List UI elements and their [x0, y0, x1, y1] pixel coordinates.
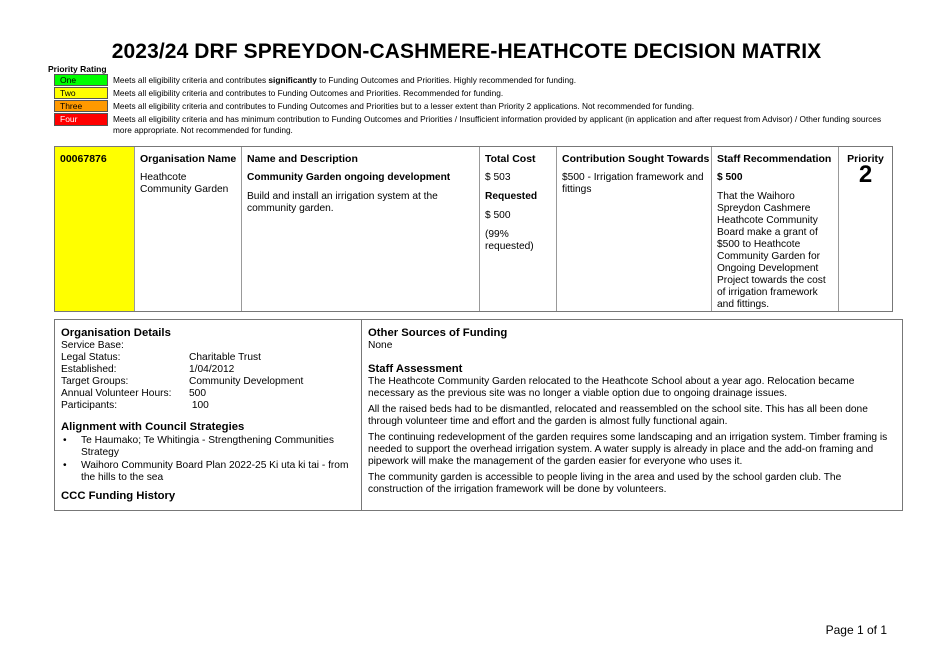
priority-swatch-one: One — [54, 74, 108, 86]
priority-description-two: Meets all eligibility criteria and contributes to Funding Outcomes and Priorities. Recommended for funding. — [113, 88, 504, 98]
name-description-header: Name and Description — [247, 153, 358, 165]
priority-swatch-four: Four — [54, 113, 108, 126]
organisation-name-header: Organisation Name — [140, 153, 237, 165]
staff-assessment-paragraph: The Heathcote Community Garden relocated to the Heathcote School about a year ago. Relocation became necessary as the previous site was no longer a viable option due to ongoing drainage issues. — [368, 376, 855, 399]
priority-legend-row-three — [54, 100, 884, 113]
staff-recommendation-text: That the Waihoro Spreydon Cashmere Heathcote Community Board make a grant of $500 to Heathcote Community Garden for Ongoing Development Project towards the cost of irrigation framework and fittings. — [717, 191, 826, 310]
total-cost-value: $ 503 — [485, 172, 511, 183]
field-value: 500 — [189, 388, 206, 399]
priority-value: 2 — [858, 161, 873, 188]
other-sources-title: Other Sources of Funding — [368, 327, 508, 339]
project-description: Build and install an irrigation system at the community garden. — [247, 191, 438, 214]
field-label: Participants: — [61, 400, 118, 411]
staff-recommendation-cell — [712, 147, 839, 311]
priority-cell — [839, 147, 892, 311]
requested-label: Requested — [485, 191, 538, 202]
other-sources-value: None — [368, 340, 393, 351]
organisation-name: Heathcote Community Garden — [140, 172, 229, 195]
staff-recommendation-amount: $ 500 — [717, 172, 743, 183]
priority-rating-heading: Priority Rating — [48, 64, 107, 74]
name-description-cell — [242, 147, 480, 311]
field-label: Legal Status: — [61, 352, 121, 363]
staff-assessment-paragraph: The community garden is accessible to people living in the area and used by the school garden club. The construction of the irrigation framework will be done by volunteers. — [368, 472, 842, 495]
priority-description-three: Meets all eligibility criteria and contributes to Funding Outcomes and Priorities but to a lesser extent than Priority 2 applications. Not recommended for funding. — [113, 101, 695, 111]
field-label: Target Groups: — [61, 376, 129, 387]
priority-legend-row-four — [54, 113, 884, 137]
established-row — [61, 364, 355, 376]
contribution-header: Contribution Sought Towards — [562, 153, 710, 165]
priority-legend-row-one — [54, 74, 884, 87]
application-id: 00067876 — [60, 153, 107, 165]
total-cost-header: Total Cost — [485, 153, 536, 165]
participants-row — [61, 400, 355, 412]
application-id-cell — [55, 147, 135, 311]
priority-legend-row-two — [54, 87, 884, 100]
project-name: Community Garden ongoing development — [247, 172, 451, 183]
funding-assessment-panel — [362, 320, 902, 510]
volunteer-hours-row — [61, 388, 355, 400]
service-base-label: Service Base: — [61, 340, 124, 351]
priority-description-four: Meets all eligibility criteria and has minimum contribution to Funding Outcomes and Priorities / Insufficient information provided by applicant (in application and after request from Advisor) / Other funding sources more appropriate. Not recommended for funding. — [113, 114, 882, 135]
contribution-cell — [557, 147, 712, 311]
field-label: Annual Volunteer Hours: — [61, 388, 172, 399]
field-value: Charitable Trust — [189, 352, 261, 363]
alignment-title: Alignment with Council Strategies — [61, 421, 245, 433]
contribution-value: $500 - Irrigation framework and fittings — [562, 172, 704, 195]
strategy-item: • Waihoro Community Board Plan 2022-25 Ki uta ki tai - from the hills to the sea — [61, 460, 355, 484]
page-number: Page 1 of 1 — [825, 623, 887, 637]
target-groups-row — [61, 376, 355, 388]
priority-description-one: Meets all eligibility criteria and contributes significantly to Funding Outcomes and Priorities. Highly recommended for funding. — [113, 75, 577, 85]
staff-assessment-paragraph: All the raised beds had to be dismantled, relocated and reassembled on the school site. This has all been done through volunteer time and effort and the garden is almost fully functional again. — [368, 404, 868, 427]
details-table — [54, 319, 903, 511]
strategy-item: • Te Haumako; Te Whitingia - Strengthening Communities Strategy — [61, 435, 355, 459]
requested-amount: $ 500 — [485, 210, 511, 221]
requested-percentage: (99% requested) — [485, 229, 534, 252]
strategy-list — [61, 435, 355, 484]
priority-swatch-three: Three — [54, 100, 108, 112]
staff-recommendation-header: Staff Recommendation — [717, 153, 832, 165]
organisation-details-panel — [55, 320, 362, 510]
priority-swatch-two: Two — [54, 87, 108, 99]
organisation-name-cell — [135, 147, 242, 311]
field-value: 1/04/2012 — [189, 364, 235, 375]
field-label: Established: — [61, 364, 117, 375]
total-cost-cell — [480, 147, 557, 311]
staff-assessment-title: Staff Assessment — [368, 363, 463, 375]
page-title: 2023/24 DRF SPREYDON-CASHMERE-HEATHCOTE DECISION MATRIX — [111, 40, 822, 63]
funding-history-title: CCC Funding History — [61, 490, 176, 502]
staff-assessment-paragraph: The continuing redevelopment of the garden requires some landscaping and an irrigation system. Timber framing is needed to support the overhead irrigation system. A water supply is already in place and the add-on framing and pipework will make the management of the garden easier for everyone who uses it. — [368, 432, 888, 467]
application-summary-table — [54, 146, 893, 312]
field-value: 100 — [189, 400, 209, 411]
priority-header: Priority — [847, 153, 884, 165]
legal-status-row — [61, 352, 355, 364]
priority-rating-legend — [54, 74, 884, 137]
field-value: Community Development — [189, 376, 304, 387]
organisation-details-title: Organisation Details — [61, 327, 171, 339]
